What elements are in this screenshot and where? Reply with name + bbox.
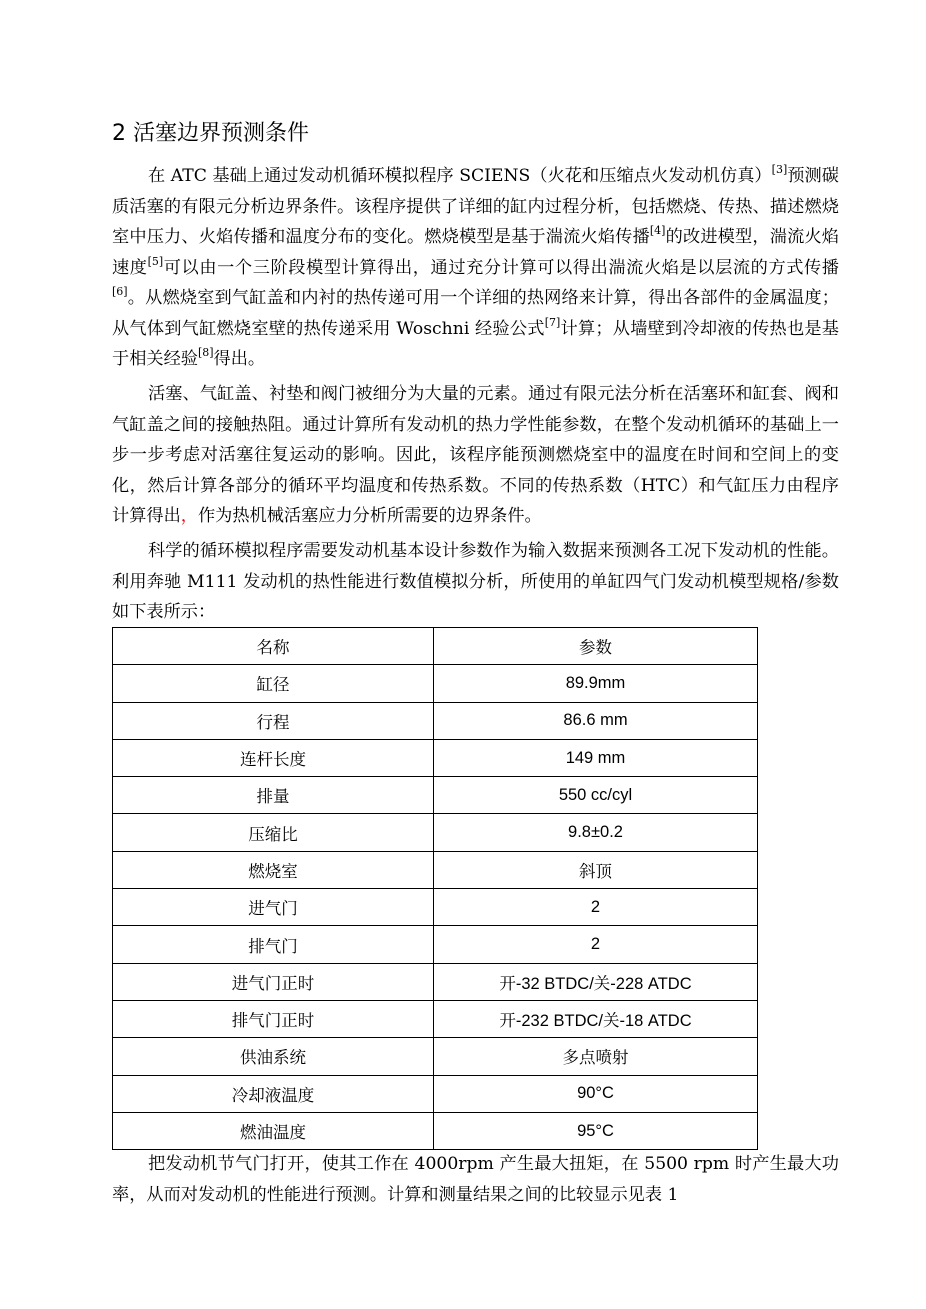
parameter-name-cell: 供油系统	[113, 1038, 434, 1075]
table-row	[113, 963, 758, 1000]
parameter-name-cell: 排量	[113, 777, 434, 814]
parameter-name-cell: 冷却液温度	[113, 1075, 434, 1112]
citation-ref: [3]	[771, 162, 788, 176]
parameter-value-cell: 2	[434, 926, 758, 963]
paragraph-text: 作为热机械活塞应力分析所需要的边界条件。	[197, 506, 542, 526]
parameter-value-cell: 89.9mm	[434, 665, 758, 702]
parameter-value-cell: 95°C	[434, 1112, 758, 1149]
parameter-value-cell: 开-232 BTDC/关-18 ATDC	[434, 1000, 758, 1037]
paragraph-text: 可以由一个三阶段模型计算得出，通过充分计算可以得出湍流火焰是以层流的方式传播	[163, 257, 839, 278]
paragraph-text: 预测碳质活塞的有限元分析边界条件。该程序提供了详细的缸内过程分析，包括燃烧、传热、描述燃烧室中压力、火焰传播和温度分布的变化。燃烧模型是基于湍流火焰传播	[112, 166, 839, 247]
parameter-value-cell: 90°C	[434, 1075, 758, 1112]
paragraph-text: 的改进模型，湍流火焰速度	[112, 227, 839, 278]
parameter-value-cell: 2	[434, 889, 758, 926]
table-row	[113, 851, 758, 888]
table-row	[113, 1000, 758, 1037]
parameter-name-cell: 行程	[113, 702, 434, 739]
engine-parameter-table	[112, 627, 758, 1150]
table-row	[113, 739, 758, 776]
parameter-value-cell: 开-32 BTDC/关-228 ATDC	[434, 963, 758, 1000]
parameter-name-cell: 进气门正时	[113, 963, 434, 1000]
citation-ref: [6]	[112, 284, 128, 298]
paragraph-engine-model: 科学的循环模拟程序需要发动机基本设计参数作为输入数据来预测各工况下发动机的性能。利用奔驰 M111 发动机的热性能进行数值模拟分析，所使用的单缸四气门发动机模型规格/参数如下表所示：	[112, 541, 839, 622]
table-row	[113, 926, 758, 963]
parameter-name-cell: 压缩比	[113, 814, 434, 851]
table-row	[113, 665, 758, 702]
table-row	[113, 814, 758, 851]
paragraph-text: 在 ATC 基础上通过发动机循环模拟程序 SCIENS（火花和压缩点火发动机仿真）	[148, 166, 772, 186]
parameter-name-cell: 燃油温度	[113, 1112, 434, 1149]
highlighted-comma: ，	[180, 506, 198, 526]
parameter-value-cell: 550 cc/cyl	[434, 777, 758, 814]
paragraph-text: 活塞、气缸盖、衬垫和阀门被细分为大量的元素。通过有限元法分析在活塞环和缸套、阀和气缸盖之间的接触热阻。通过计算所有发动机的热力学性能参数，在整个发动机循环的基础上一步一步考虑对活塞往复运动的影响。因此，该程序能预测燃烧室中的温度在时间和空间上的变化，然后计算各部分的循环平均温度和传热系数。不同的传热系数（HTC）和气缸压力由程序计算得出	[112, 384, 839, 526]
citation-ref: [4]	[649, 223, 666, 237]
paragraph-text: 得出。	[213, 349, 266, 369]
table-row	[113, 889, 758, 926]
parameter-value-cell: 9.8±0.2	[434, 814, 758, 851]
column-header-name: 名称	[113, 628, 434, 665]
paragraph-text: 。从燃烧室到气缸盖和内衬的热传递可用一个详细的热网络来计算，得出各部件的金属温度；从气体到气缸燃烧室壁的热传递采用 Woschni 经验公式	[112, 288, 839, 339]
table-body	[113, 628, 758, 1150]
paragraph-performance-prediction: 把发动机节气门打开，使其工作在 4000rpm 产生最大扭矩，在 5500 rpm 时产生最大功率，从而对发动机的性能进行预测。计算和测量结果之间的比较显示见表 1	[112, 1154, 839, 1205]
table-row	[113, 702, 758, 739]
table-row	[113, 1038, 758, 1075]
table-header-row	[113, 628, 758, 665]
parameter-name-cell: 缸径	[113, 665, 434, 702]
citation-ref: [8]	[197, 345, 214, 359]
citation-ref: [7]	[544, 315, 561, 329]
parameter-name-cell: 进气门	[113, 889, 434, 926]
parameter-value-cell: 斜顶	[434, 851, 758, 888]
table-row	[113, 1075, 758, 1112]
parameter-name-cell: 燃烧室	[113, 851, 434, 888]
citation-ref: [5]	[147, 254, 164, 268]
paragraph-finite-element	[112, 379, 839, 532]
table-row	[113, 777, 758, 814]
table-row	[113, 1112, 758, 1149]
paragraph-text: 计算；从墙壁到冷却液的传热也是基于相关经验	[112, 318, 839, 369]
parameter-value-cell: 86.6 mm	[434, 702, 758, 739]
parameter-name-cell: 连杆长度	[113, 739, 434, 776]
parameter-value-cell: 149 mm	[434, 739, 758, 776]
paragraph-simulation-program	[112, 161, 839, 375]
parameter-name-cell: 排气门正时	[113, 1000, 434, 1037]
section-heading: 2 活塞边界预测条件	[112, 121, 309, 146]
parameter-name-cell: 排气门	[113, 926, 434, 963]
parameter-value-cell: 多点喷射	[434, 1038, 758, 1075]
column-header-value: 参数	[434, 628, 758, 665]
